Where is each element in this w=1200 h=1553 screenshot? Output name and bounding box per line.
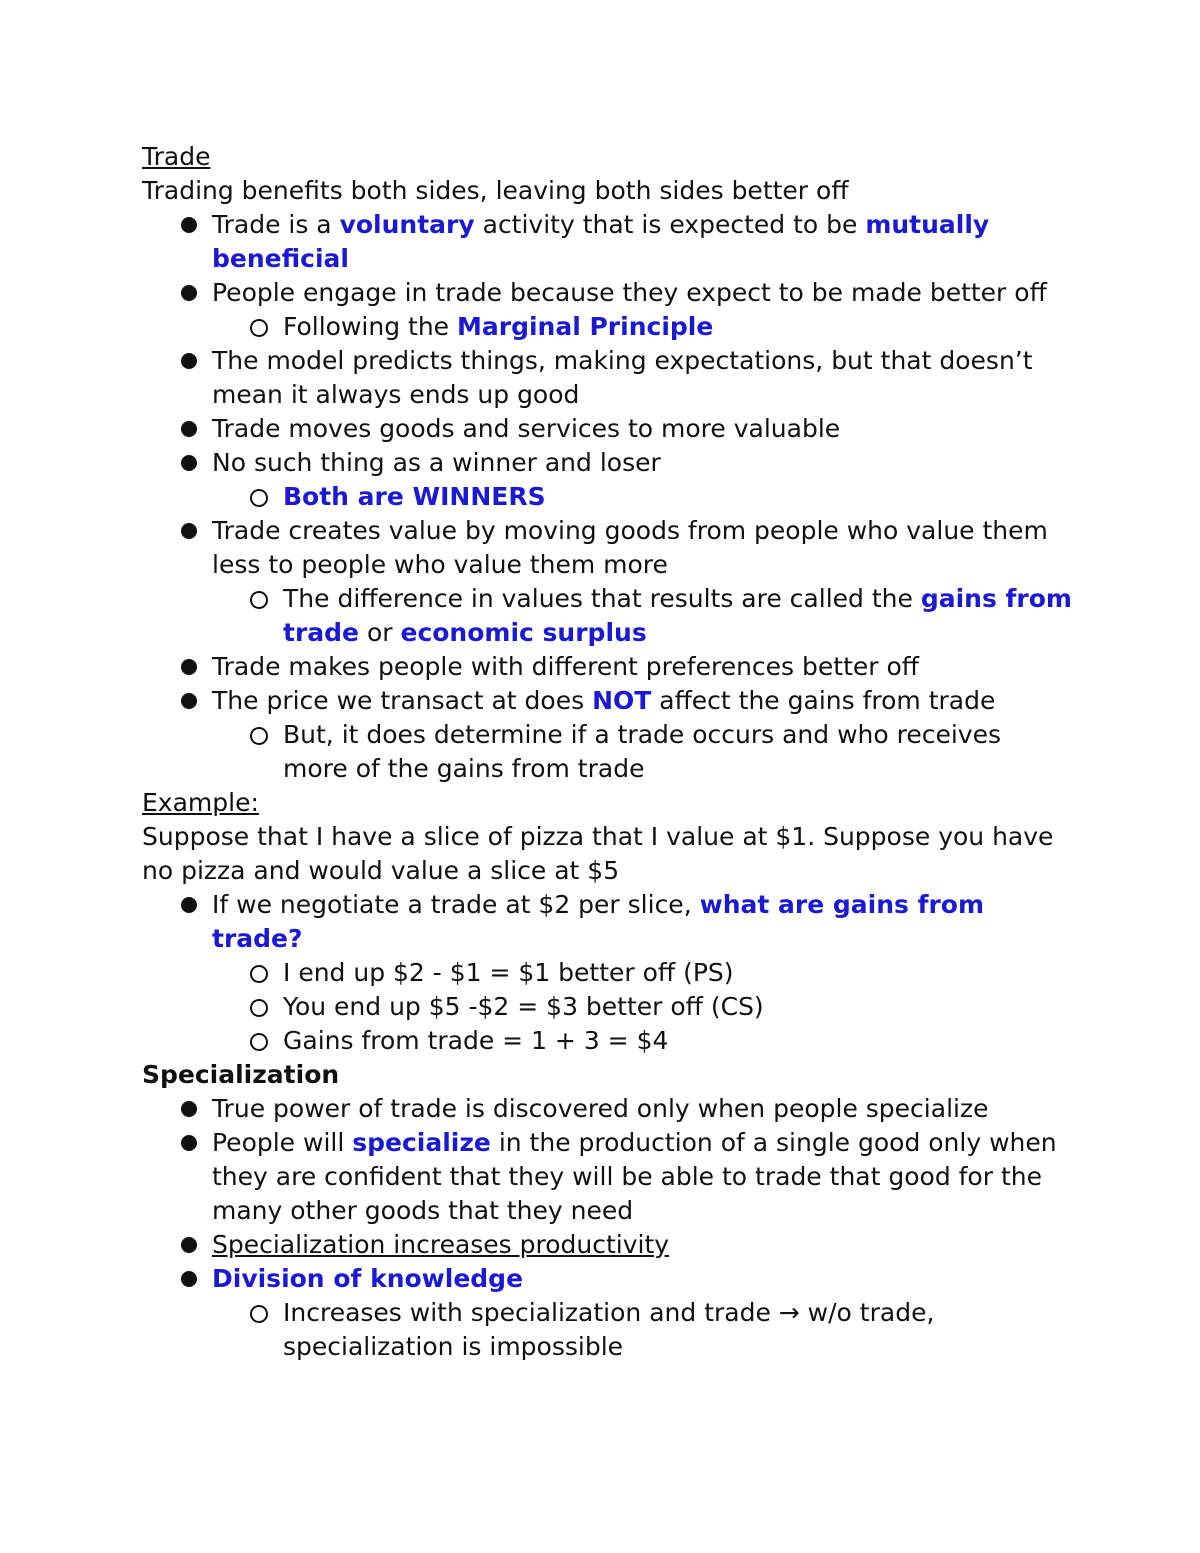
key-term: Division of knowledge — [212, 1264, 524, 1293]
text-span: If we negotiate a trade at $2 per slice, — [212, 890, 700, 919]
text-span: Increases with specialization and trade → w/o trade, specialization is impossible — [283, 1298, 935, 1361]
text-span: in the production of a single good only when they are confident that they will be able to trade that good for the many other goods that they need — [212, 1128, 1057, 1225]
text-span: People engage in trade because they expect to be made better off — [212, 278, 1047, 307]
trade-heading: Trade — [142, 142, 211, 171]
text-span: The difference in values that results are called the — [283, 584, 921, 613]
text-span: Trade creates value by moving goods from people who value them less to people who value them more — [212, 516, 1048, 579]
example-text: Suppose that I have a slice of pizza that I value at $1. Suppose you have no pizza and would value a slice at $5 — [142, 822, 1054, 885]
key-term: specialize — [352, 1128, 491, 1157]
sub-list-item — [142, 718, 1072, 786]
sub-list-item — [142, 1024, 1072, 1058]
text-span: True power of trade is discovered only when people specialize — [212, 1094, 989, 1123]
specialization-bullet-list — [142, 1092, 1072, 1364]
list-item — [142, 888, 1072, 956]
text-span: People will — [212, 1128, 353, 1157]
list-item — [142, 650, 1072, 684]
list-item — [142, 276, 1072, 310]
key-term: Marginal Principle — [457, 312, 714, 341]
text-span: Trade moves goods and services to more valuable — [212, 414, 841, 443]
key-term: gains from trade — [283, 584, 1072, 647]
document-page — [142, 140, 1072, 1364]
sub-list-item — [142, 1296, 1072, 1364]
list-item — [142, 1228, 1072, 1262]
text-span: activity that is expected to be — [474, 210, 866, 239]
sub-list-item — [142, 582, 1072, 650]
trade-intro: Trading benefits both sides, leaving both sides better off — [142, 176, 849, 205]
key-term: economic surplus — [400, 618, 647, 647]
text-span: Trade is a — [212, 210, 340, 239]
sub-list-item — [142, 480, 1072, 514]
text-span: But, it does determine if a trade occurs and who receives more of the gains from trade — [283, 720, 1001, 783]
underlined-text: Specialization increases productivity — [212, 1230, 670, 1259]
list-item — [142, 1262, 1072, 1296]
text-span: Trade makes people with different preferences better off — [212, 652, 919, 681]
text-span: I end up $2 - $1 = $1 better off (PS) — [283, 958, 734, 987]
text-span: You end up $5 -$2 = $3 better off (CS) — [283, 992, 764, 1021]
list-item — [142, 1092, 1072, 1126]
key-term: Both are WINNERS — [283, 482, 546, 511]
text-span: The model predicts things, making expectations, but that doesn’t mean it always ends up good — [212, 346, 1033, 409]
list-item — [142, 1126, 1072, 1228]
sub-list-item — [142, 310, 1072, 344]
text-span: affect the gains from trade — [651, 686, 996, 715]
sub-list-item — [142, 990, 1072, 1024]
key-term: NOT — [592, 686, 652, 715]
key-term: what are gains from trade? — [212, 890, 985, 953]
list-item — [142, 446, 1072, 480]
text-span: Gains from trade = 1 + 3 = $4 — [283, 1026, 669, 1055]
list-item — [142, 208, 1072, 276]
list-item — [142, 684, 1072, 718]
example-bullet-list — [142, 888, 1072, 1058]
list-item — [142, 344, 1072, 412]
key-term: voluntary — [339, 210, 475, 239]
key-term: mutually beneficial — [212, 210, 990, 273]
example-heading: Example: — [142, 788, 259, 817]
text-span: or — [359, 618, 401, 647]
list-item — [142, 412, 1072, 446]
specialization-heading: Specialization — [142, 1060, 340, 1089]
text-span: No such thing as a winner and loser — [212, 448, 661, 477]
sub-list-item — [142, 956, 1072, 990]
list-item — [142, 514, 1072, 582]
text-span: The price we transact at does — [212, 686, 593, 715]
text-span: Following the — [283, 312, 457, 341]
trade-bullet-list — [142, 208, 1072, 786]
